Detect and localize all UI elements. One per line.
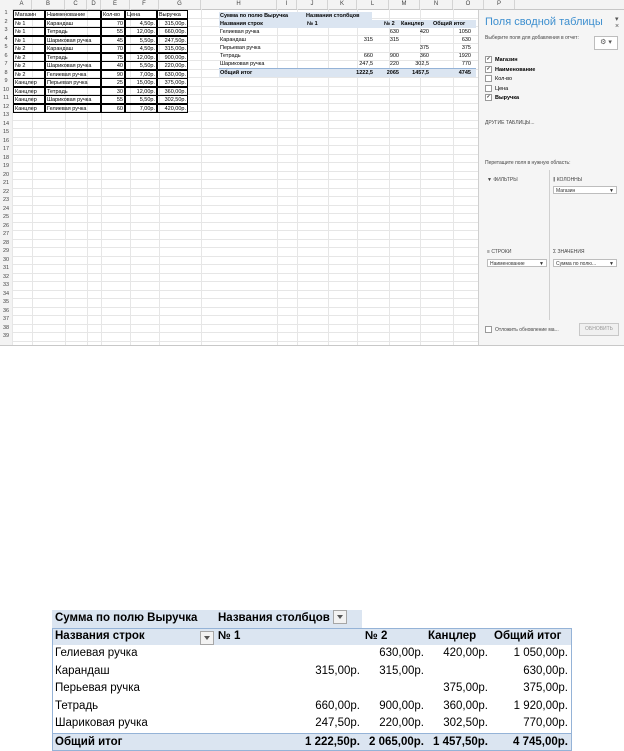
table-cell[interactable]: Магазин [13, 10, 45, 19]
total-label: Общий итог [55, 734, 122, 751]
small-pivot-total-label: Общий итог [220, 69, 252, 77]
pivot-value: 660,00р. [214, 698, 360, 716]
grid-line [12, 290, 478, 291]
small-pivot-row [219, 60, 476, 68]
pivot-value: 375,00р. [424, 680, 488, 698]
column-header[interactable]: I [277, 0, 297, 9]
table-cell[interactable]: Шариковая ручка [45, 36, 101, 45]
pivot-value: 220,00р. [360, 715, 424, 733]
pivot-value: 770,00р. [488, 715, 568, 733]
pivot-value: 375,00р. [488, 680, 568, 698]
row-header[interactable]: 4 [0, 35, 12, 43]
table-cell[interactable]: 315,00р. [157, 19, 188, 28]
small-pivot-value: 1920 [431, 52, 471, 60]
pivot-row-name: Перьевая ручка [55, 680, 140, 698]
table-cell[interactable]: 4,50р. [125, 19, 157, 28]
table-cell[interactable]: Наименование [45, 10, 101, 19]
filters-area-label: ▼ ФИЛЬТРЫ [487, 177, 518, 183]
table-cell[interactable]: № 2 [13, 44, 45, 53]
small-pivot-row-label[interactable]: Названия строк [220, 20, 263, 28]
col-header-2: № 2 [365, 628, 387, 646]
pivot-value: 900,00р. [360, 698, 424, 716]
checkbox-icon[interactable]: ✓ [485, 56, 492, 63]
table-cell[interactable]: Перьевая ручка [45, 78, 101, 87]
table-cell[interactable]: 660,00р. [157, 27, 188, 36]
small-pivot-title: Сумма по полю Выручка [219, 12, 305, 20]
column-headers [0, 0, 624, 10]
table-cell[interactable]: 90 [101, 70, 125, 79]
row-header[interactable]: 20 [0, 171, 12, 179]
row-header[interactable]: 18 [0, 154, 12, 162]
pivot-value: 247,50р. [214, 715, 360, 733]
small-pivot-value: 630 [379, 28, 399, 36]
pivot-value: 630,00р. [360, 645, 424, 663]
field-label: Цена [495, 85, 508, 91]
checkbox-icon[interactable]: ✓ [485, 66, 492, 73]
close-icon[interactable]: ▾ × [615, 15, 624, 30]
row-header[interactable]: 21 [0, 179, 12, 187]
row-header[interactable]: 12 [0, 103, 12, 111]
pivot-row-name: Карандаш [55, 663, 110, 681]
row-header[interactable]: 33 [0, 281, 12, 289]
grid-line [12, 230, 478, 231]
row-header[interactable]: 19 [0, 162, 12, 170]
column-header[interactable]: L [357, 0, 389, 9]
table-cell[interactable]: 40 [101, 61, 125, 70]
pivot-value: 630,00р. [488, 663, 568, 681]
field-item[interactable] [485, 85, 508, 92]
small-pivot-row [219, 28, 476, 36]
row-header[interactable]: 3 [0, 26, 12, 34]
grid-line [12, 247, 478, 248]
table-cell[interactable]: 220,00р. [157, 61, 188, 70]
row-header[interactable]: 6 [0, 52, 12, 60]
table-cell[interactable]: 7,00р. [125, 70, 157, 79]
row-header[interactable]: 34 [0, 290, 12, 298]
field-item[interactable] [485, 94, 519, 101]
pivot-title-row [52, 610, 362, 628]
row-header[interactable]: 31 [0, 264, 12, 272]
table-cell[interactable]: 247,50р. [157, 36, 188, 45]
row-header[interactable]: 9 [0, 77, 12, 85]
table-cell[interactable]: Тетрадь [45, 87, 101, 96]
total-value-4: 4 745,00р. [488, 734, 568, 751]
grid-line [12, 145, 478, 146]
columns-field-dropdown[interactable]: Магазин ▼ [553, 186, 617, 194]
table-cell[interactable]: Канцлер [13, 95, 45, 104]
grid-line [12, 188, 478, 189]
col-header-3: Канцлер [428, 628, 476, 646]
small-pivot-value: 1050 [431, 28, 471, 36]
field-item[interactable] [485, 75, 512, 82]
row-header[interactable]: 30 [0, 256, 12, 264]
row-header[interactable]: 14 [0, 120, 12, 128]
table-cell[interactable]: № 2 [13, 61, 45, 70]
grid-line [12, 154, 478, 155]
table-cell[interactable]: 302,50р. [157, 95, 188, 104]
grid-line [12, 298, 478, 299]
table-cell[interactable]: Тетрадь [45, 53, 101, 62]
total-value-1: 1 222,50р. [214, 734, 360, 751]
small-pivot-row [219, 44, 476, 52]
pivot-row [52, 680, 572, 698]
pivot-value: 302,50р. [424, 715, 488, 733]
table-cell[interactable]: Кол-во [101, 10, 125, 19]
table-cell[interactable]: 5,50р. [125, 61, 157, 70]
small-pivot-total-value: 1222,5 [307, 69, 373, 77]
column-header[interactable]: M [389, 0, 420, 9]
table-cell[interactable]: Шариковая ручка [45, 95, 101, 104]
grid-line [12, 273, 478, 274]
small-pivot-col-header: № 1 [307, 20, 318, 28]
table-cell[interactable]: Шариковая ручка [45, 61, 101, 70]
table-cell[interactable]: № 1 [13, 36, 45, 45]
table-cell[interactable]: 12,00р. [125, 87, 157, 96]
row-header[interactable]: 16 [0, 137, 12, 145]
table-cell[interactable]: Карандаш [45, 19, 101, 28]
row-header[interactable]: 39 [0, 332, 12, 340]
column-header[interactable]: J [297, 0, 328, 9]
pivot-row-name: Тетрадь [55, 698, 98, 716]
small-pivot-value: 900 [379, 52, 399, 60]
more-tables-link[interactable]: ДРУГИЕ ТАБЛИЦЫ... [485, 120, 535, 126]
table-cell[interactable]: 55 [101, 95, 125, 104]
column-header[interactable]: C [65, 0, 87, 9]
pivot-row [52, 645, 572, 663]
row-header[interactable]: 23 [0, 196, 12, 204]
column-labels-header[interactable]: Названия столбцов [214, 610, 362, 628]
row-header[interactable]: 17 [0, 145, 12, 153]
sigma-icon: Σ [553, 249, 557, 255]
grid-line [12, 137, 478, 138]
table-cell[interactable]: № 2 [13, 70, 45, 79]
spreadsheet-screenshot [0, 0, 624, 346]
table-cell[interactable]: 15,00р. [125, 78, 157, 87]
table-cell[interactable]: 75 [101, 53, 125, 62]
pivot-row [52, 698, 572, 716]
rows-field-dropdown[interactable]: Наименование ▼ [487, 259, 547, 267]
small-pivot-total-value: 2065 [379, 69, 399, 77]
row-header[interactable]: 36 [0, 307, 12, 315]
pivot-row [52, 715, 572, 733]
small-pivot-row-name: Шариковая ручка [220, 60, 264, 68]
table-cell[interactable]: Канцлер [13, 87, 45, 96]
grid-line [12, 307, 478, 308]
row-header[interactable]: 10 [0, 86, 12, 94]
col-header-1: № 1 [218, 628, 240, 646]
row-filter-button[interactable] [200, 631, 214, 645]
pivot-value: 1 050,00р. [488, 645, 568, 663]
table-cell[interactable]: Тетрадь [45, 27, 101, 36]
table-cell[interactable]: 7,00р. [125, 104, 157, 113]
columns-area-label: ⫼ КОЛОННЫ [553, 177, 582, 183]
choose-fields-text: Выберите поля для добавления в отчет: [485, 35, 585, 41]
area-divider [549, 170, 550, 320]
small-pivot-value: 315 [379, 36, 399, 44]
defer-update-checkbox[interactable]: Отложить обновление ма... [485, 326, 559, 333]
row-header[interactable]: 8 [0, 69, 12, 77]
total-value-2: 2 065,00р. [360, 734, 424, 751]
table-cell[interactable]: 60 [101, 104, 125, 113]
pivot-body [52, 645, 572, 733]
grid-line [12, 332, 478, 333]
grid-line [12, 264, 478, 265]
small-pivot-row-name: Перьевая ручка [220, 44, 261, 52]
grid-line [12, 205, 478, 206]
field-item[interactable] [485, 66, 535, 73]
column-header[interactable]: G [159, 0, 201, 9]
grid-line [12, 179, 478, 180]
col-header-4: Общий итог [494, 628, 561, 646]
table-cell[interactable]: 55 [101, 27, 125, 36]
row-header[interactable]: 13 [0, 111, 12, 119]
small-pivot-col-header: Общий итог [433, 20, 465, 28]
small-pivot-value: 302,5 [399, 60, 429, 68]
pivot-title: Сумма по полю Выручка [52, 610, 214, 628]
table-cell[interactable]: Карандаш [45, 44, 101, 53]
gear-icon[interactable]: ⚙ ▾ [594, 36, 618, 50]
grid-line [201, 9, 202, 345]
row-header[interactable]: 26 [0, 222, 12, 230]
grid-line [12, 196, 478, 197]
small-pivot-row [219, 52, 476, 60]
table-cell[interactable]: Канцлер [13, 104, 45, 113]
column-header[interactable]: K [328, 0, 357, 9]
row-header[interactable]: 28 [0, 239, 12, 247]
small-pivot-value: 630 [431, 36, 471, 44]
table-cell[interactable]: 315,00р. [157, 44, 188, 53]
column-header[interactable]: P [484, 0, 515, 9]
table-cell[interactable]: Гелиевая ручка [45, 104, 101, 113]
total-value-3: 1 457,50р. [424, 734, 488, 751]
grid-line [12, 213, 478, 214]
field-label: Наименование [495, 66, 535, 72]
row-header[interactable]: 29 [0, 247, 12, 255]
row-header[interactable]: 7 [0, 60, 12, 68]
row-header[interactable]: 11 [0, 94, 12, 102]
table-cell[interactable]: Канцлер [13, 78, 45, 87]
rows-icon: ≡ [487, 249, 491, 255]
small-pivot-value: 220 [379, 60, 399, 68]
small-pivot-total-value: 4745 [431, 69, 471, 77]
row-header[interactable]: 32 [0, 273, 12, 281]
table-cell[interactable]: 420,00р. [157, 104, 188, 113]
table-cell[interactable]: 45 [101, 36, 125, 45]
drag-fields-text: Перетащите поля в нужную область: [485, 160, 571, 166]
small-pivot-total-value: 1457,5 [399, 69, 429, 77]
table-cell[interactable]: 30 [101, 87, 125, 96]
chevron-down-icon: ▼ [609, 260, 614, 268]
field-label: Кол-во [495, 76, 512, 82]
table-cell[interactable]: 70 [101, 44, 125, 53]
row-header[interactable]: 27 [0, 230, 12, 238]
pivot-value: 420,00р. [424, 645, 488, 663]
field-label: Выручка [495, 95, 519, 101]
small-pivot-col-label[interactable]: Названия столбцов [305, 12, 372, 20]
column-header[interactable]: D [87, 0, 101, 9]
column-header[interactable]: N [420, 0, 453, 9]
row-header[interactable]: 24 [0, 205, 12, 213]
table-cell[interactable]: 900,00р. [157, 53, 188, 62]
column-header[interactable]: H [201, 0, 277, 9]
small-pivot-value: 375 [399, 44, 429, 52]
table-cell[interactable]: 360,00р. [157, 87, 188, 96]
pivot-row-name: Шариковая ручка [55, 715, 148, 733]
pivot-value: 315,00р. [214, 663, 360, 681]
grid-line [12, 256, 478, 257]
small-pivot-value: 770 [431, 60, 471, 68]
pivot-row-name: Гелиевая ручка [55, 645, 138, 663]
grid-line [12, 239, 478, 240]
row-header[interactable]: 5 [0, 43, 12, 51]
small-pivot-row [219, 36, 476, 44]
pivot-fields-pane [478, 10, 624, 345]
row-header[interactable]: 22 [0, 188, 12, 196]
small-pivot-row-name: Тетрадь [220, 52, 241, 60]
small-pivot-title-row [219, 12, 476, 20]
update-button[interactable]: ОБНОВИТЬ [579, 323, 619, 336]
grid-line [12, 281, 478, 282]
grid-line [12, 341, 478, 342]
row-header[interactable]: 35 [0, 298, 12, 306]
small-pivot-row-name: Гелиевая ручка [220, 28, 259, 36]
table-cell[interactable]: Цена [125, 10, 157, 19]
table-cell[interactable]: 5,50р. [125, 95, 157, 104]
grid-line [12, 120, 478, 121]
values-field-dropdown[interactable]: Сумма по полю... ▼ [553, 259, 617, 267]
filter-icon: ▼ [487, 177, 493, 183]
column-filter-button[interactable] [333, 610, 347, 624]
column-header[interactable]: O [453, 0, 484, 9]
grid-line [12, 324, 478, 325]
row-header[interactable]: 1 [0, 9, 12, 17]
pivot-row [52, 663, 572, 681]
grid-line [12, 315, 478, 316]
table-cell[interactable]: 630,00р. [157, 70, 188, 79]
table-cell[interactable]: Гелиевая ручка [45, 70, 101, 79]
grid-line [12, 222, 478, 223]
row-header[interactable]: 38 [0, 324, 12, 332]
field-label: Магазин [495, 57, 518, 63]
small-pivot-value: 247,5 [307, 60, 373, 68]
small-pivot-value: 420 [399, 28, 429, 36]
checkbox-icon [485, 326, 492, 333]
small-pivot-value: 315 [307, 36, 373, 44]
grid-line [12, 171, 478, 172]
columns-icon: ⫼ [553, 177, 557, 183]
checkbox-icon[interactable] [485, 85, 492, 92]
row-labels-header[interactable]: Названия строк [55, 628, 214, 646]
grid-line [12, 162, 478, 163]
pivot-value: 1 920,00р. [488, 698, 568, 716]
small-pivot-col-header: № 2 [384, 20, 395, 28]
small-pivot-value: 375 [431, 44, 471, 52]
small-pivot-value: 360 [399, 52, 429, 60]
table-cell[interactable]: 12,00р. [125, 27, 157, 36]
table-cell[interactable]: № 1 [13, 19, 45, 28]
row-header[interactable]: 2 [0, 18, 12, 26]
small-pivot-row-name: Карандаш [220, 36, 246, 44]
small-pivot-value: 660 [307, 52, 373, 60]
values-area-label: Σ ЗНАЧЕНИЯ [553, 249, 585, 255]
table-cell[interactable]: 12,00р. [125, 53, 157, 62]
table-cell[interactable]: № 2 [13, 53, 45, 62]
column-header[interactable]: B [32, 0, 65, 9]
table-cell[interactable]: 375,00р. [157, 78, 188, 87]
table-cell[interactable]: Выручка [157, 10, 188, 19]
rows-area-label: ≡ СТРОКИ [487, 249, 511, 255]
checkbox-icon[interactable] [485, 75, 492, 82]
row-header[interactable]: 25 [0, 213, 12, 221]
column-header[interactable]: F [130, 0, 159, 9]
small-pivot-header-row [219, 20, 476, 28]
table-cell[interactable]: 4,50р. [125, 44, 157, 53]
row-header[interactable]: 37 [0, 315, 12, 323]
chevron-down-icon: ▼ [609, 187, 614, 195]
pane-title: Поля сводной таблицы [485, 16, 603, 28]
pivot-value: 315,00р. [360, 663, 424, 681]
column-header[interactable]: E [101, 0, 130, 9]
pivot-table [52, 610, 572, 751]
grid-line [12, 128, 478, 129]
pivot-total-row [52, 733, 572, 751]
small-pivot-total-row [219, 68, 476, 77]
table-cell[interactable]: 70 [101, 19, 125, 28]
small-pivot-col-header: Канцлер [401, 20, 424, 28]
row-header[interactable]: 15 [0, 128, 12, 136]
field-item[interactable] [485, 56, 518, 63]
pivot-value: 360,00р. [424, 698, 488, 716]
checkbox-icon[interactable]: ✓ [485, 94, 492, 101]
column-header[interactable]: A [12, 0, 32, 9]
table-cell[interactable]: 25 [101, 78, 125, 87]
chevron-down-icon: ▼ [539, 260, 544, 268]
table-cell[interactable]: № 1 [13, 27, 45, 36]
pivot-header-row [52, 628, 572, 646]
table-cell[interactable]: 5,50р. [125, 36, 157, 45]
small-pivot-table [219, 12, 476, 77]
